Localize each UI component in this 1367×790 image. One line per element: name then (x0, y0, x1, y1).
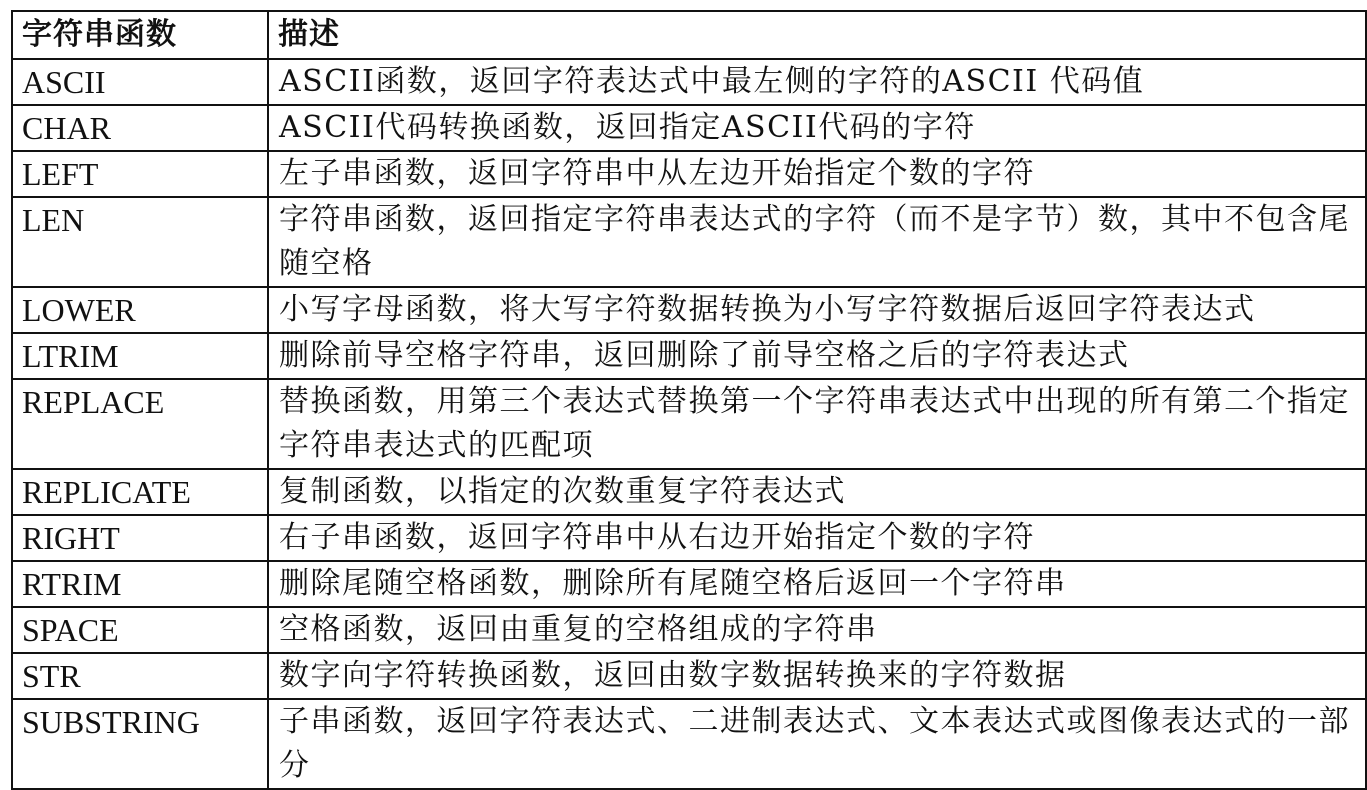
table-row (12, 287, 1366, 333)
function-description-cell: 删除尾随空格函数，删除所有尾随空格后返回一个字符串 (268, 561, 1366, 607)
function-name-cell: LTRIM (12, 333, 268, 379)
function-description-cell: 复制函数，以指定的次数重复字符表达式 (268, 469, 1366, 515)
function-name-cell: CHAR (12, 105, 268, 151)
header-description: 描述 (268, 11, 1366, 59)
table-row (12, 515, 1366, 561)
function-description-cell: 子串函数，返回字符表达式、二进制表达式、文本表达式或图像表达式的一部分 (268, 699, 1366, 789)
header-function-name: 字符串函数 (12, 11, 268, 59)
table-row (12, 333, 1366, 379)
table-row (12, 607, 1366, 653)
function-name-cell: SUBSTRING (12, 699, 268, 789)
function-name-cell: LOWER (12, 287, 268, 333)
function-description-cell: 替换函数，用第三个表达式替换第一个字符串表达式中出现的所有第二个指定字符串表达式的匹配项 (268, 379, 1366, 469)
function-name-cell: LEFT (12, 151, 268, 197)
table-row (12, 379, 1366, 469)
table-row (12, 561, 1366, 607)
function-description-cell: 空格函数，返回由重复的空格组成的字符串 (268, 607, 1366, 653)
table-row (12, 197, 1366, 287)
function-description-cell: ASCII函数，返回字符表达式中最左侧的字符的ASCII 代码值 (268, 59, 1366, 105)
table-row (12, 699, 1366, 789)
function-name-cell: LEN (12, 197, 268, 287)
table-row (12, 469, 1366, 515)
function-name-cell: REPLACE (12, 379, 268, 469)
function-description-cell: 删除前导空格字符串，返回删除了前导空格之后的字符表达式 (268, 333, 1366, 379)
function-name-cell: RTRIM (12, 561, 268, 607)
function-name-cell: SPACE (12, 607, 268, 653)
function-name-cell: REPLICATE (12, 469, 268, 515)
function-name-cell: RIGHT (12, 515, 268, 561)
function-description-cell: 左子串函数，返回字符串中从左边开始指定个数的字符 (268, 151, 1366, 197)
function-description-cell: 字符串函数，返回指定字符串表达式的字符（而不是字节）数，其中不包含尾随空格 (268, 197, 1366, 287)
function-description-cell: 数字向字符转换函数，返回由数字数据转换来的字符数据 (268, 653, 1366, 699)
string-functions-table (11, 10, 1367, 790)
table-row (12, 59, 1366, 105)
table-row (12, 105, 1366, 151)
table-row (12, 151, 1366, 197)
function-description-cell: 小写字母函数，将大写字符数据转换为小写字符数据后返回字符表达式 (268, 287, 1366, 333)
header-row (12, 11, 1366, 59)
function-description-cell: ASCII代码转换函数，返回指定ASCII代码的字符 (268, 105, 1366, 151)
function-description-cell: 右子串函数，返回字符串中从右边开始指定个数的字符 (268, 515, 1366, 561)
table-row (12, 653, 1366, 699)
function-name-cell: STR (12, 653, 268, 699)
function-name-cell: ASCII (12, 59, 268, 105)
